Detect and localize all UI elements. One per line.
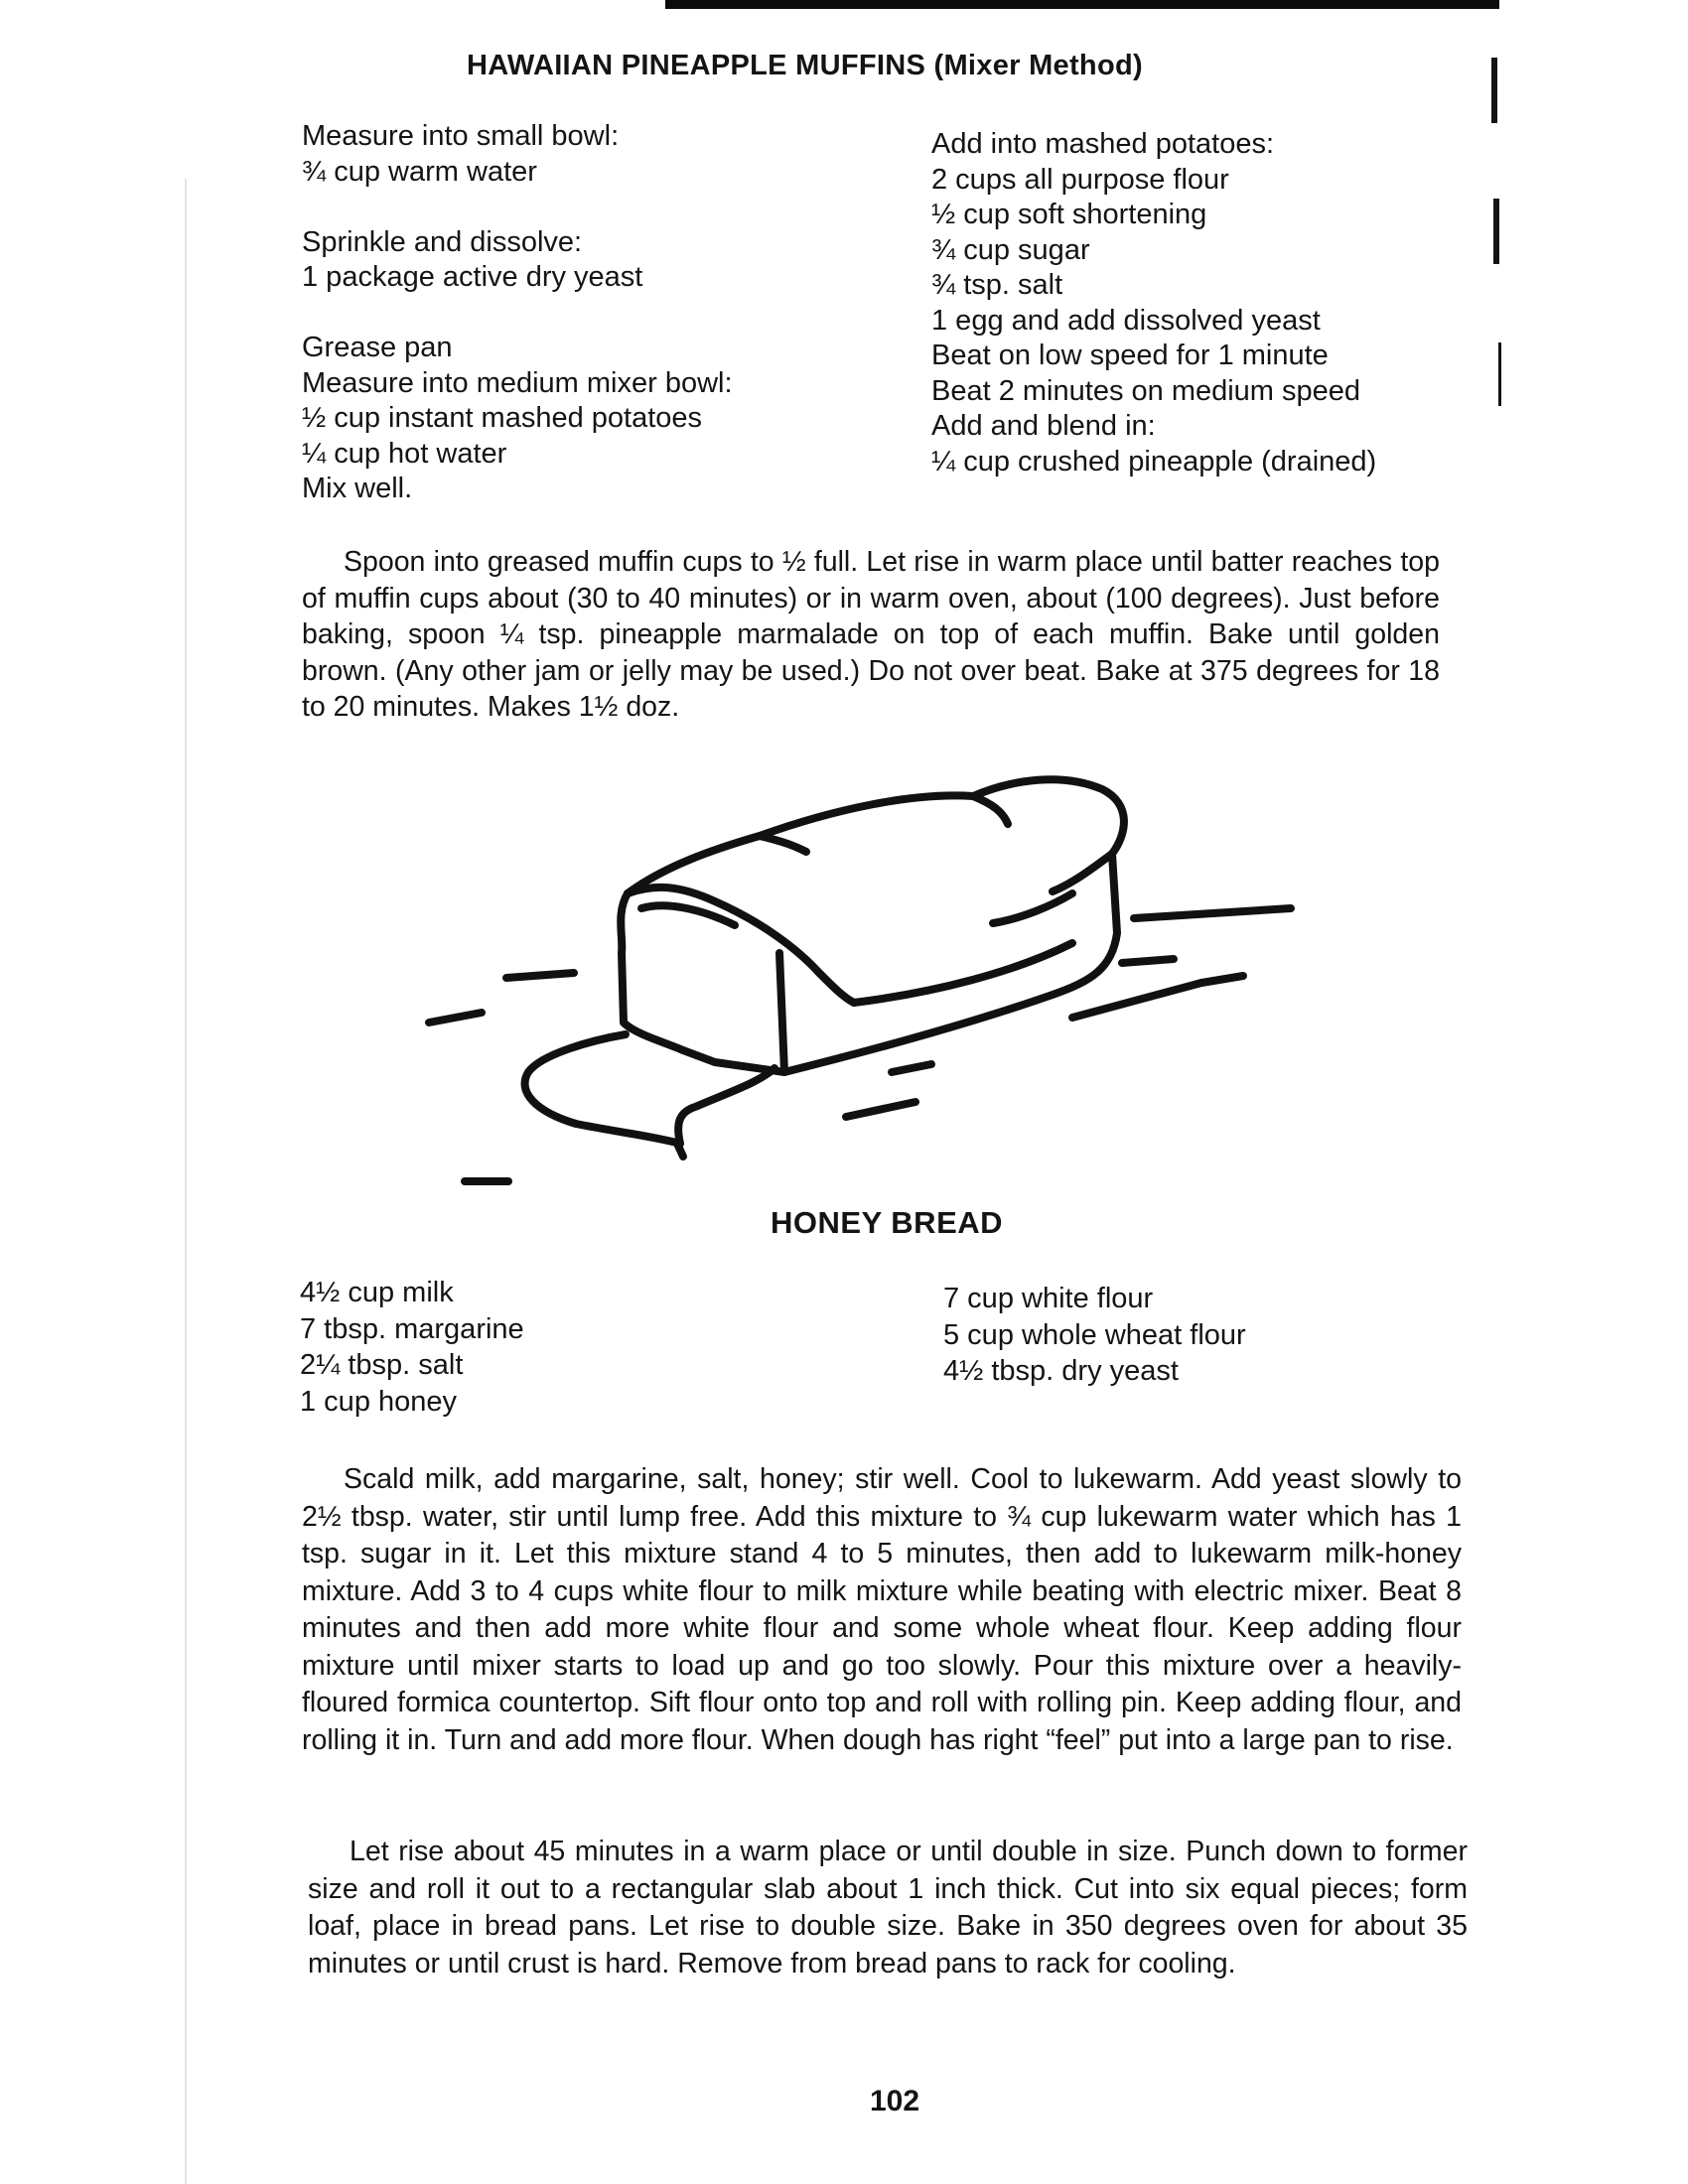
- ingredient-line: ¾ cup sugar: [931, 233, 1090, 266]
- bread-directions-1: Scald milk, add margarine, salt, honey; stir well. Cool to lukewarm. Add yeast slowly to 2½ tbsp. water, stir until lump free. Add this mixture to ¾ cup lukewarm water which has 1 tsp. sugar in it. Let this mixture stand 4 to 5 minutes, then add to lukewarm milk-honey mixture. Add 3 to 4 cups white flour to milk mixture while beating with electric mixer. Beat 8 minutes and then add more white flour and some whole wheat flour. Keep adding flour mixture until mixer starts to load up and go too slowly. Pour this mixture over a heavily-floured formica countertop. Sift flour onto top and roll with rolling pin. Keep adding flour, and rolling it in. Turn and add more flour. When dough has right “feel” put into a large pan to rise.: [302, 1463, 1462, 1756]
- page-number: 102: [870, 2085, 920, 2117]
- motion-dash: [1072, 983, 1201, 1018]
- bread-loaf-illustration: [417, 774, 1311, 1211]
- edge-mark: [1491, 58, 1497, 123]
- ingredient-line: 5 cup whole wheat flour: [943, 1318, 1246, 1351]
- binding-shadow: [185, 179, 187, 2184]
- motion-dash: [846, 1102, 915, 1117]
- ingredient-line: Beat on low speed for 1 minute: [931, 340, 1329, 371]
- ingredient-line: 4½ cup milk: [300, 1277, 454, 1308]
- motion-dash: [1134, 908, 1291, 918]
- ingredient-line: ¾ tsp. salt: [931, 269, 1063, 301]
- muffin-ingredients-right: [931, 127, 1376, 479]
- ingredient-line: 4½ tbsp. dry yeast: [943, 1355, 1179, 1387]
- ingredient-line: 2 cups all purpose flour: [931, 163, 1229, 196]
- ingredient-line: ¼ cup crushed pineapple (drained): [931, 445, 1377, 478]
- loaf-crust-seam: [760, 836, 806, 852]
- ingredient-line: Measure into medium mixer bowl:: [302, 366, 733, 399]
- loaf-front-corner: [779, 953, 784, 1072]
- edge-mark: [1493, 199, 1499, 264]
- loaf-front-face: [621, 893, 784, 1072]
- loaf-side-crust: [854, 943, 1072, 1003]
- ingredient-line: Sprinkle and dissolve:: [302, 225, 583, 258]
- ingredient-line: ¼ cup hot water: [302, 437, 507, 470]
- bread-slice: [525, 1034, 774, 1144]
- ingredient-line: 7 tbsp. margarine: [300, 1312, 524, 1345]
- bread-slice-edge: [677, 1144, 683, 1157]
- ingredient-line: Mix well.: [302, 473, 413, 504]
- ingredient-line: 1 egg and add dissolved yeast: [931, 304, 1321, 337]
- loaf-top-crust: [628, 779, 1124, 893]
- ingredient-line: 7 cup white flour: [943, 1283, 1154, 1314]
- bread-ingredients-left: [300, 1275, 524, 1420]
- muffin-directions: Spoon into greased muffin cups to ½ full. Let rise in warm place until batter reaches top of muffin cups about (30 to 40 minutes) or in warm oven, about (100 degrees). Just before baking, spoon ¼ tsp. pineapple marmalade on top of each muffin. Bake until golden brown. (Any other jam or jelly may be used.) Do not over beat. Bake at 375 degrees for 18 to 20 minutes. Makes 1½ doz.: [302, 546, 1440, 723]
- loaf-inner-crust: [641, 905, 735, 925]
- motion-dash: [1201, 976, 1243, 983]
- bread-directions-2: Let rise about 45 minutes in a warm place or until double in size. Punch down to former size and roll it out to a rectangular slab about 1 inch thick. Cut into six equal pieces; form loaf, place in bread pans. Let rise to double size. Bake in 350 degrees oven for about 35 minutes or until crust is hard. Remove from bread pans to rack for cooling.: [308, 1836, 1468, 1979]
- ingredient-line: Add and blend in:: [931, 410, 1156, 442]
- recipe-title-honey-bread: HONEY BREAD: [771, 1205, 1004, 1240]
- ingredient-line: ½ cup soft shortening: [931, 199, 1207, 230]
- recipe-title-muffins: HAWAIIAN PINEAPPLE MUFFINS (Mixer Method): [467, 50, 1143, 81]
- motion-dash: [892, 1064, 931, 1072]
- edge-mark: [1498, 342, 1501, 406]
- ingredient-line: [302, 296, 733, 332]
- ingredient-line: Grease pan: [302, 332, 453, 363]
- ingredient-line: 2¼ tbsp. salt: [300, 1349, 464, 1381]
- loaf-crust-detail: [993, 893, 1072, 923]
- top-edge-bar: [665, 0, 1499, 9]
- loaf-crust-seam: [973, 796, 1008, 824]
- ingredient-line: [302, 190, 733, 225]
- ingredient-line: 1 cup honey: [300, 1385, 458, 1418]
- ingredient-line: Measure into small bowl:: [302, 120, 620, 152]
- bread-ingredients-right: [943, 1281, 1246, 1390]
- ingredient-line: Add into mashed potatoes:: [931, 128, 1275, 160]
- motion-dash: [1122, 959, 1174, 963]
- muffin-ingredients-left: [302, 119, 733, 507]
- motion-dash: [429, 1013, 482, 1023]
- ingredient-line: ¾ cup warm water: [302, 155, 537, 188]
- ingredient-line: 1 package active dry yeast: [302, 261, 643, 293]
- ingredient-line: Beat 2 minutes on medium speed: [931, 374, 1361, 407]
- ingredient-line: ½ cup instant mashed potatoes: [302, 402, 703, 434]
- motion-dash: [506, 973, 574, 978]
